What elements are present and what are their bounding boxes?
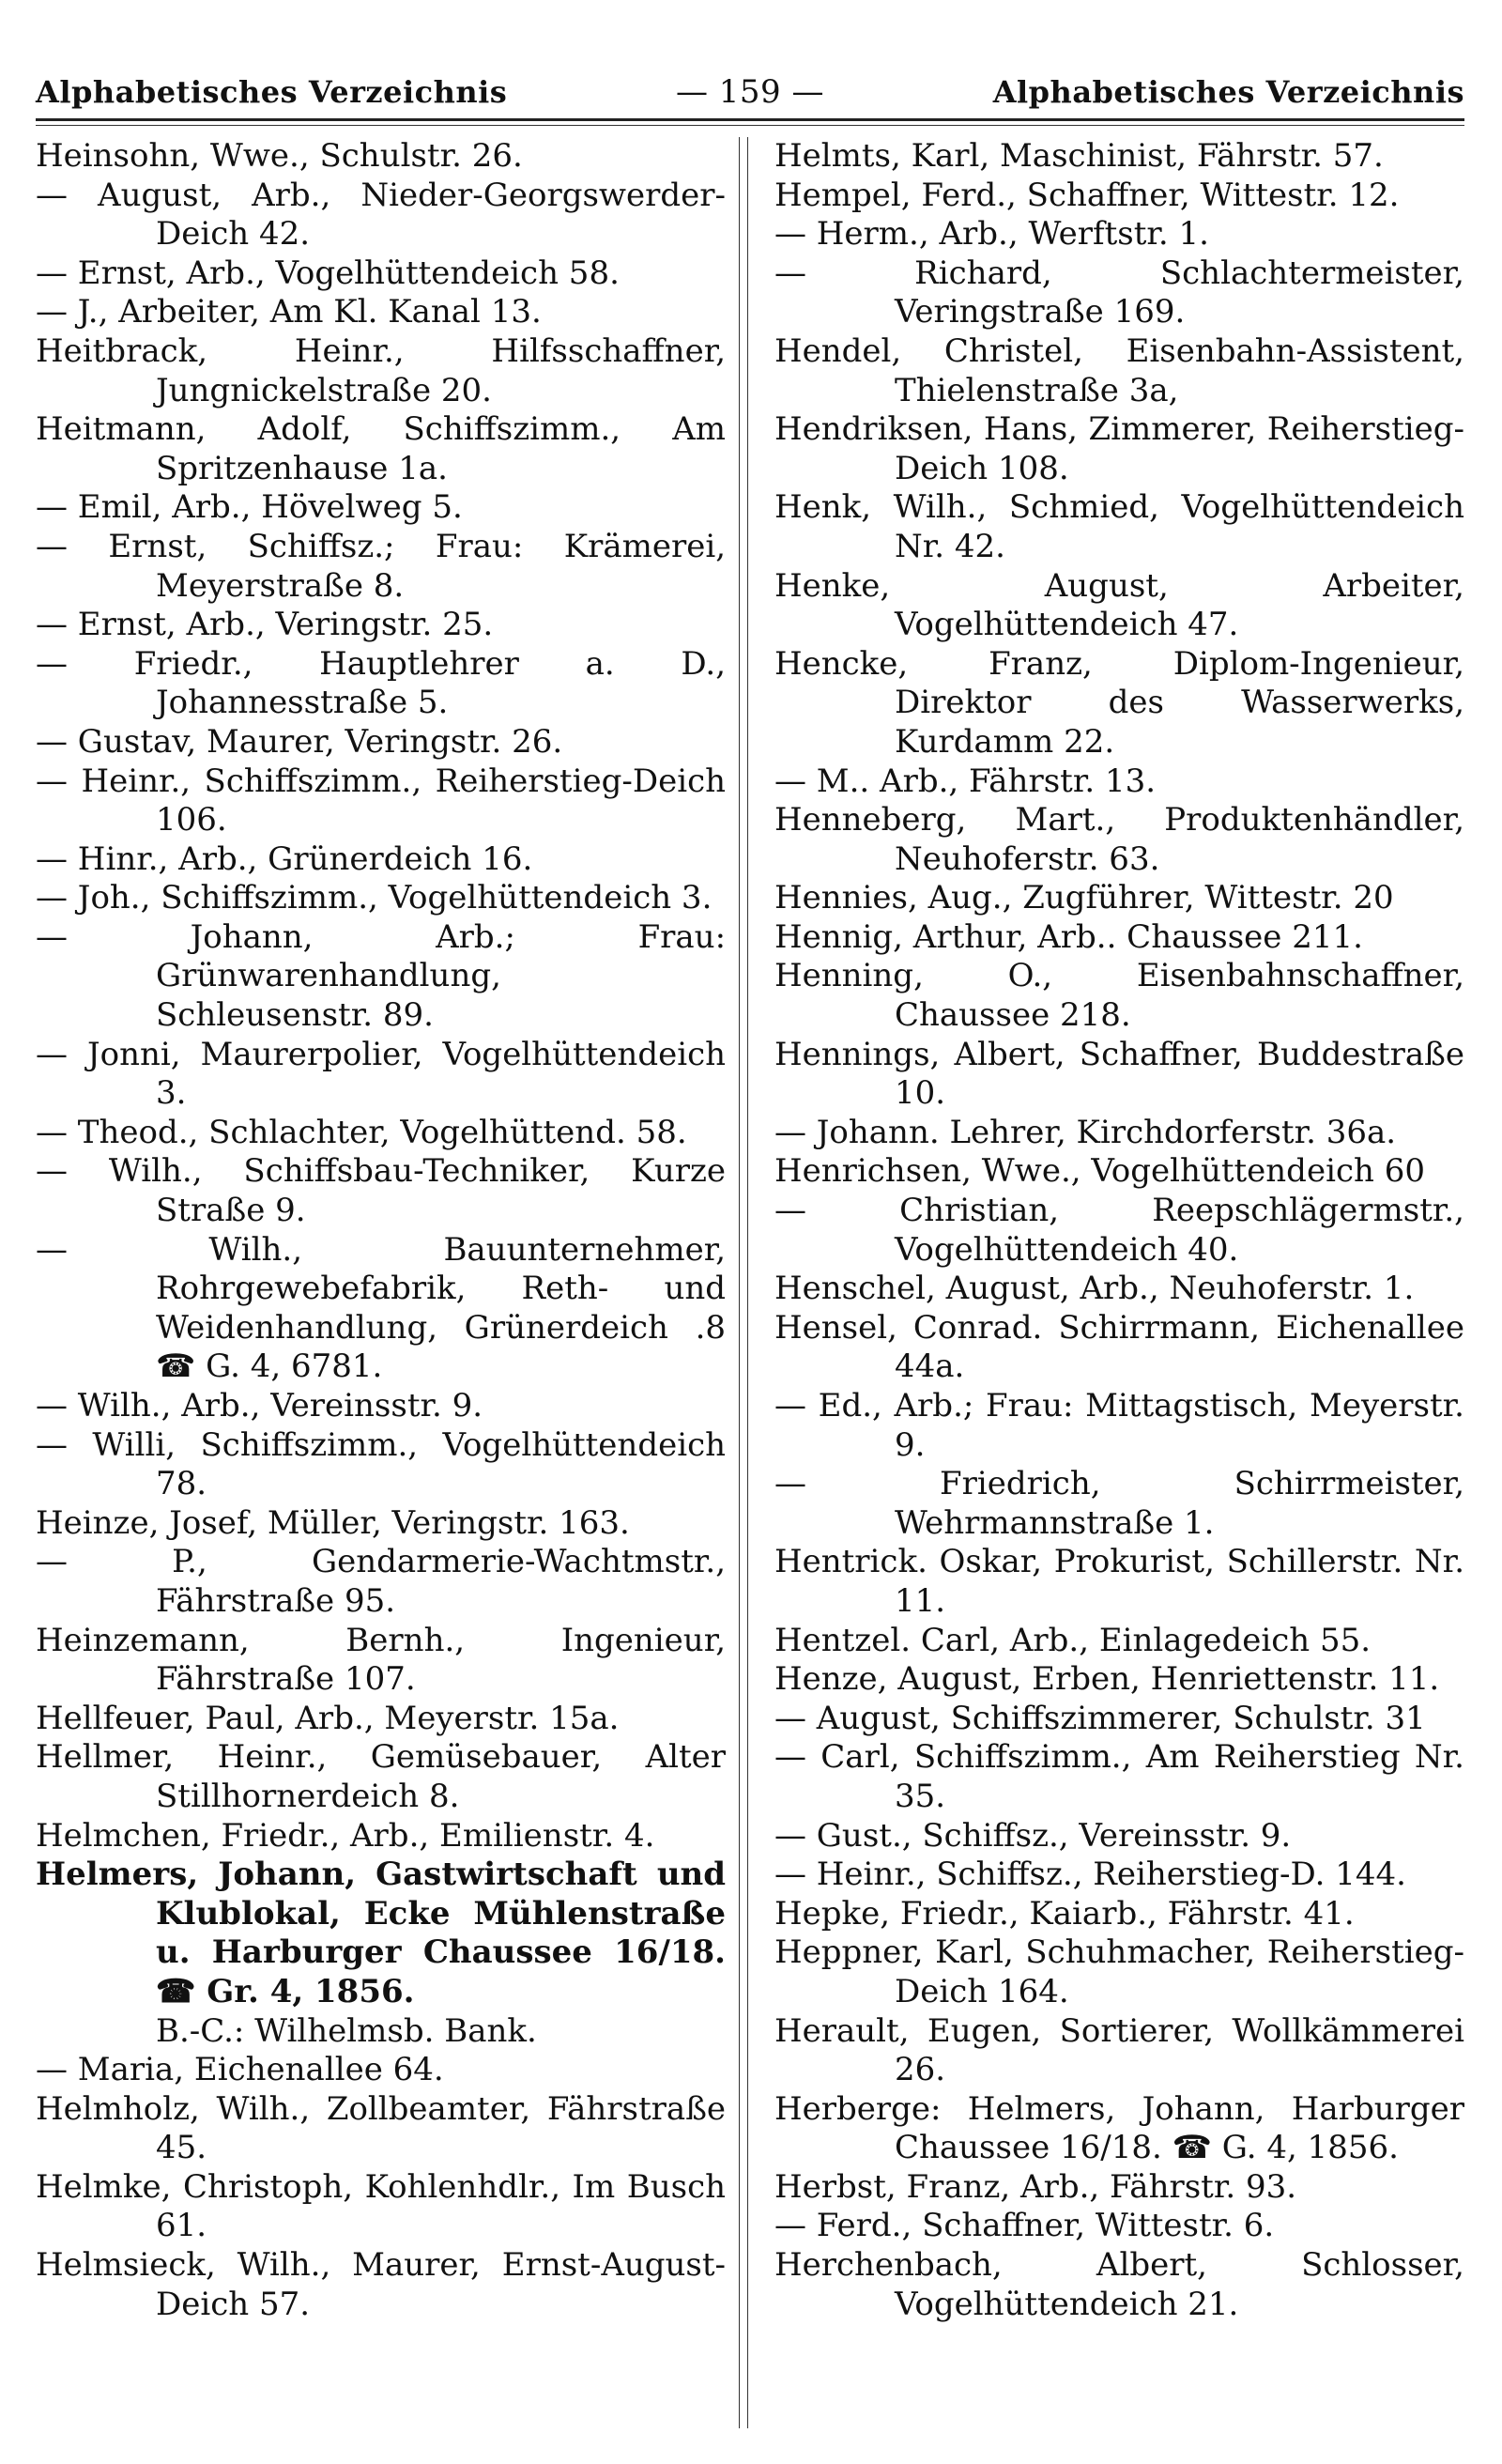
directory-entry: Hendel, Christel, Eisenbahn-Assistent, Thielenstraße 3a, [774, 331, 1464, 409]
directory-entry: — Christian, Reepschlägermstr., Vogelhüttendeich 40. [774, 1192, 1464, 1269]
directory-entry: Helmts, Karl, Maschinist, Fährstr. 57. [774, 137, 1384, 175]
page-header [36, 73, 1464, 113]
directory-entry: Henk, Wilh., Schmied, Vogelhüttendeich Nr. 42. [774, 488, 1464, 565]
directory-entry: — Emil, Arb., Hövelweg 5. [36, 488, 463, 527]
left-column [36, 137, 726, 2428]
directory-entry: Hennies, Aug., Zugführer, Wittestr. 20 [774, 879, 1394, 917]
directory-entry: — August, Schiffszimmerer, Schulstr. 31 [774, 1699, 1426, 1737]
directory-entry: Heinsohn, Wwe., Schulstr. 26. [36, 137, 523, 175]
directory-entry: — Heinr., Schiffsz., Reiherstieg-D. 144. [774, 1856, 1406, 1894]
directory-entry: Hendriksen, Hans, Zimmerer, Reiherstieg-Deich 108. [774, 410, 1464, 487]
directory-entry: Herbst, Franz, Arb., Fährstr. 93. [774, 2167, 1297, 2206]
column-divider [739, 137, 748, 2428]
directory-entry: — Gustav, Maurer, Veringstr. 26. [36, 722, 563, 761]
directory-entry: Helmholz, Wilh., Zollbeamter, Fährstraße 45. [36, 2089, 727, 2167]
directory-entry: Herberge: Helmers, Johann, Harburger Chaussee 16/18. ☎ G. 4, 1856. [774, 2089, 1464, 2167]
directory-entry: — Heinr., Schiffszimm., Reiherstieg-Deich 106. [36, 762, 727, 839]
directory-entry: Hentrick. Oskar, Prokurist, Schillerstr. Nr. 11. [774, 1543, 1464, 1620]
header-rule [36, 118, 1464, 121]
directory-entry: — P., Gendarmerie-Wachtmstr., Fährstraße 95. [36, 1543, 727, 1620]
directory-entry: — Ernst, Arb., Veringstr. 25. [36, 606, 494, 644]
directory-entry: — Friedrich, Schirrmeister, Wehrmannstraße 1. [774, 1465, 1464, 1542]
directory-entry: — Johann, Arb.; Frau: Grünwarenhandlung, Schleusenstr. 89. [36, 917, 727, 1035]
directory-entry: — Ernst, Schiffsz.; Frau: Krämerei, Meyerstraße 8. [36, 527, 727, 605]
directory-entry: — M.. Arb., Fährstr. 13. [774, 762, 1157, 800]
directory-entry: — Theod., Schlachter, Vogelhüttend. 58. [36, 1113, 687, 1151]
directory-entry: — Willi, Schiffszimm., Vogelhüttendeich 78. [36, 1425, 727, 1503]
directory-entry: Hencke, Franz, Diplom-Ingenieur, Direktor des Wasserwerks, Kurdamm 22. [774, 644, 1464, 761]
directory-entry: — Wilh., Schiffsbau-Techniker, Kurze Straße 9. [36, 1152, 727, 1230]
directory-entry: Herchenbach, Albert, Schlosser, Vogelhüttendeich 21. [774, 2246, 1464, 2323]
header-right-title: Alphabetisches Verzeichnis [992, 74, 1464, 110]
directory-entry: — Hinr., Arb., Grünerdeich 16. [36, 839, 533, 878]
columns [36, 137, 1464, 2428]
directory-entry: Heppner, Karl, Schuhmacher, Reiherstieg-Deich 164. [774, 1933, 1464, 2010]
directory-entry: Heinze, Josef, Müller, Veringstr. 163. [36, 1503, 630, 1542]
directory-entry: B.-C.: Wilhelmsb. Bank. [156, 2011, 537, 2050]
directory-entry: Hempel, Ferd., Schaffner, Wittestr. 12. [774, 176, 1400, 214]
directory-entry: — Herm., Arb., Werftstr. 1. [774, 215, 1209, 254]
directory-entry: — Gust., Schiffsz., Vereinsstr. 9. [774, 1816, 1292, 1855]
directory-entry: Hepke, Friedr., Kaiarb., Fährstr. 41. [774, 1894, 1355, 1933]
directory-entry: — Ernst, Arb., Vogelhüttendeich 58. [36, 254, 620, 292]
directory-entry: Henrichsen, Wwe., Vogelhüttendeich 60 [774, 1152, 1425, 1191]
directory-entry: Henke, August, Arbeiter, Vogelhüttendeich 47. [774, 566, 1464, 644]
directory-entry: Heitbrack, Heinr., Hilfsschaffner, Jungnickelstraße 20. [36, 331, 727, 409]
directory-entry: — Friedr., Hauptlehrer a. D., Johannesstraße 5. [36, 644, 727, 722]
directory-entry: Helmsieck, Wilh., Maurer, Ernst-August-Deich 57. [36, 2246, 727, 2323]
header-rule-thin [36, 125, 1464, 126]
directory-entry: — Richard, Schlachtermeister, Veringstraße 169. [774, 254, 1464, 331]
directory-entry: — August, Arb., Nieder-Georgswerder-Deich 42. [36, 176, 727, 254]
directory-entry: Helmke, Christoph, Kohlenhdlr., Im Busch 61. [36, 2167, 727, 2245]
directory-entry: Hellfeuer, Paul, Arb., Meyerstr. 15a. [36, 1699, 620, 1737]
directory-entry: — J., Arbeiter, Am Kl. Kanal 13. [36, 293, 542, 331]
directory-entry: Herault, Eugen, Sortierer, Wollkämmerei 26. [774, 2011, 1464, 2089]
directory-entry: — Maria, Eichenallee 64. [36, 2051, 444, 2089]
directory-entry: Heinzemann, Bernh., Ingenieur, Fährstraße 107. [36, 1621, 727, 1699]
directory-entry: — Carl, Schiffszimm., Am Reiherstieg Nr. 35. [774, 1738, 1464, 1815]
directory-entry: — Jonni, Maurerpolier, Vogelhüttendeich 3. [36, 1035, 727, 1113]
directory-entry: Helmers, Johann, Gastwirtschaft und Klublokal, Ecke Mühlenstraße u. Harburger Chaussee 16/18. ☎ Gr. 4, 1856. [36, 1856, 727, 2010]
directory-entry: Hennings, Albert, Schaffner, Buddestraße 10. [774, 1035, 1464, 1113]
directory-entry: Henze, August, Erben, Henriettenstr. 11. [774, 1660, 1440, 1699]
directory-entry: — Wilh., Arb., Vereinsstr. 9. [36, 1387, 483, 1424]
directory-entry: — Johann. Lehrer, Kirchdorferstr. 36a. [774, 1113, 1397, 1151]
header-left-title: Alphabetisches Verzeichnis [36, 74, 508, 110]
directory-entry: Hensel, Conrad. Schirrmann, Eichenallee 44a. [774, 1308, 1464, 1386]
page-number: — 159 — [675, 73, 824, 111]
directory-entry: — Joh., Schiffszimm., Vogelhüttendeich 3. [36, 879, 713, 917]
directory-entry: Hentzel. Carl, Arb., Einlagedeich 55. [774, 1621, 1372, 1659]
directory-entry: — Ed., Arb.; Frau: Mittagstisch, Meyerstr. 9. [774, 1387, 1464, 1464]
directory-entry: Henning, O., Eisenbahnschaffner, Chaussee 218. [774, 957, 1464, 1035]
directory-entry: Henneberg, Mart., Produktenhändler, Neuhoferstr. 63. [774, 801, 1464, 878]
right-column [748, 137, 1464, 2428]
directory-entry: Hellmer, Heinr., Gemüsebauer, Alter Stillhornerdeich 8. [36, 1738, 727, 1815]
directory-entry: Heitmann, Adolf, Schiffszimm., Am Spritzenhause 1a. [36, 410, 727, 487]
directory-entry: Helmchen, Friedr., Arb., Emilienstr. 4. [36, 1816, 655, 1855]
directory-entry: — Ferd., Schaffner, Wittestr. 6. [774, 2207, 1275, 2245]
directory-entry: Henschel, August, Arb., Neuhoferstr. 1. [774, 1270, 1415, 1308]
directory-entry: — Wilh., Bauunternehmer, Rohrgewebefabrik, Reth- und Weidenhandlung, Grünerdeich .8 ☎ G. 4, 6781. [36, 1230, 727, 1386]
directory-entry: Hennig, Arthur, Arb.. Chaussee 211. [774, 917, 1363, 956]
